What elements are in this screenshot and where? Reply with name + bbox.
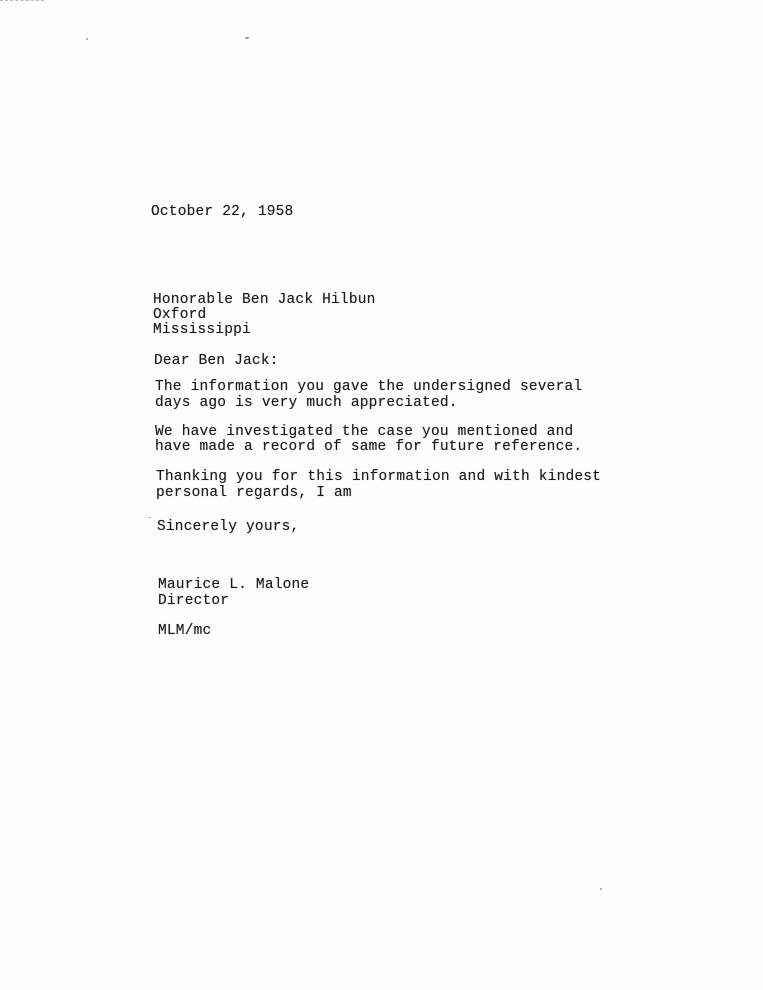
signer-name: Maurice L. Malone [158,577,310,593]
body-paragraph-3-line-2: personal regards, I am [156,485,352,501]
recipient-city: Oxford [153,307,207,323]
body-paragraph-2-line-1: We have investigated the case you mentioned and [155,424,574,440]
body-paragraph-1-line-1: The information you gave the undersigned several [155,379,583,395]
body-paragraph-3-line-1: Thanking you for this information and with kindest [156,469,602,485]
signer-title: Director [158,593,230,609]
body-paragraph-1-line-2: days ago is very much appreciated. [155,395,458,411]
reference-initials: MLM/mc [158,623,212,639]
scan-artifact-dash [0,0,44,3]
letter-date: October 22, 1958 [151,204,294,220]
scan-speck [86,38,88,40]
closing: Sincerely yours, [157,519,300,535]
scan-speck [148,517,151,518]
salutation: Dear Ben Jack: [154,353,279,369]
recipient-state: Mississippi [153,322,251,338]
body-paragraph-2-line-2: have made a record of same for future reference. [155,439,583,455]
scan-speck [245,37,249,39]
recipient-name: Honorable Ben Jack Hilbun [153,292,376,308]
scan-speck [600,888,602,890]
